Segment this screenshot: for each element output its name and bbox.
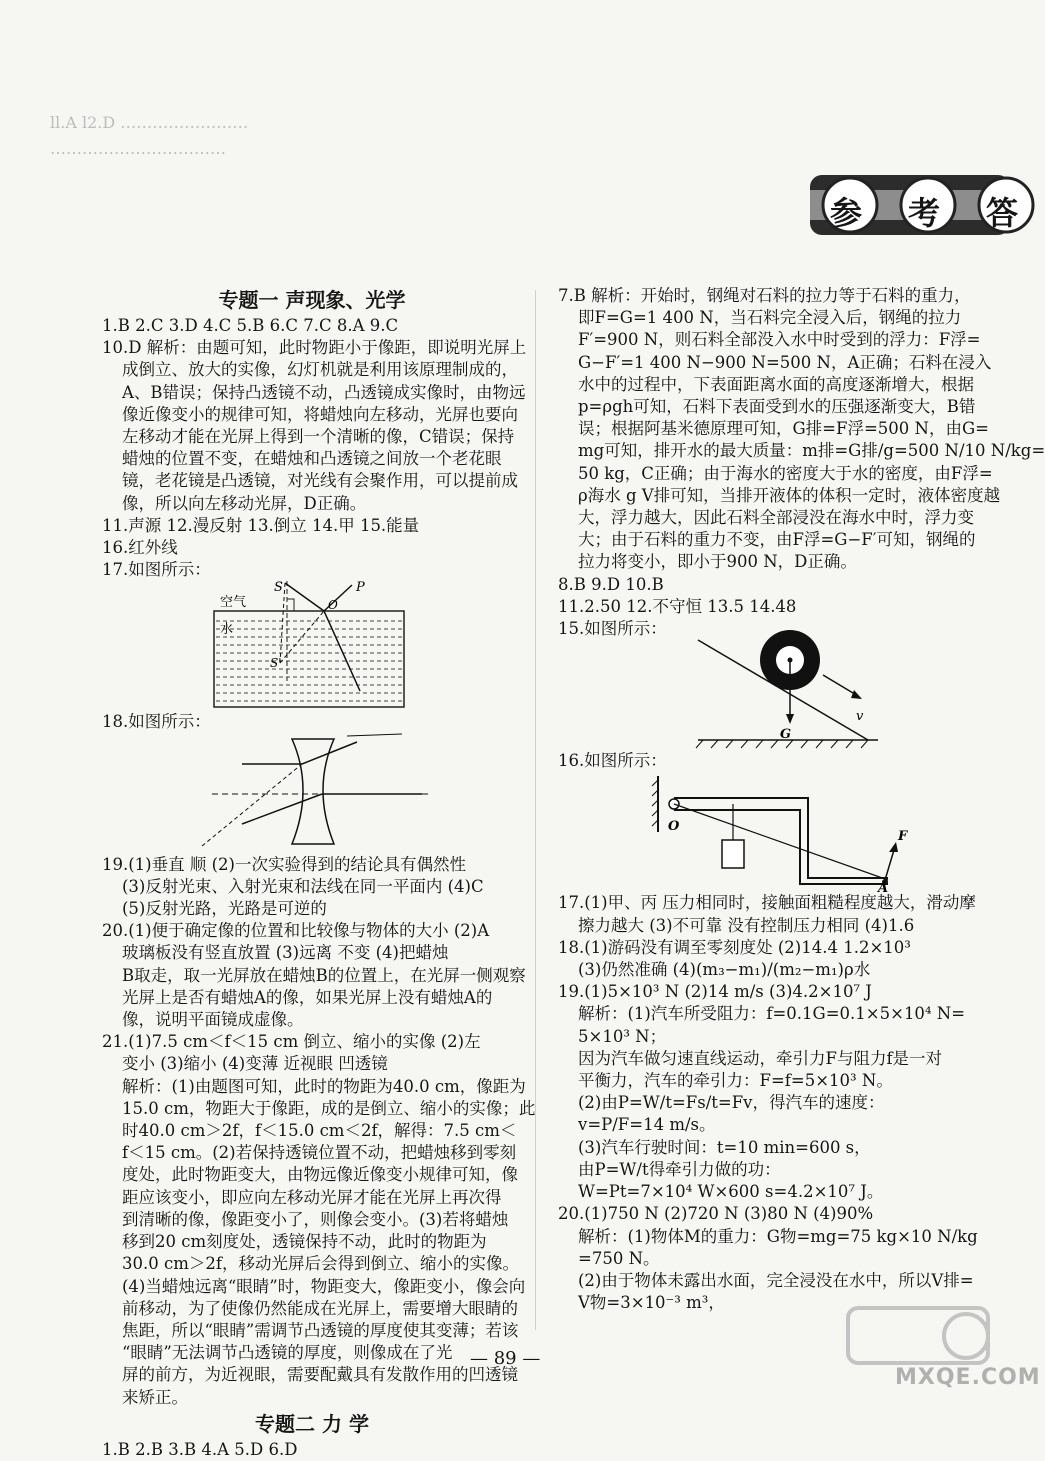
answer-line: 平衡力，汽车的牵引力：F=f=5×10³ N。 (578, 1071, 893, 1091)
answer-line: 16.红外线 (102, 538, 178, 558)
answer-line: G−F′=1 400 N−900 N=500 N，A正确；石料在浸入 (578, 352, 992, 372)
section-heading-1: 专题一 声现象、光学 (218, 288, 406, 312)
answer-line: 10.D 解析：由题可知，此时物距小于像距，即说明光屏上 (102, 338, 527, 358)
answer-line: 20.(1)750 N (2)720 N (3)80 N (4)90% (558, 1204, 874, 1224)
answer-line: 玻璃板没有竖直放置 (3)远离 不变 (4)把蜡烛 (122, 943, 449, 963)
answer-line: 成倒立、放大的实像，幻灯机就是利用该原理制成的， (122, 360, 518, 380)
answer-line: 变小 (3)缩小 (4)变薄 近视眼 凹透镜 (122, 1054, 388, 1074)
answer-line: B取走，取一光屏放在蜡烛B的位置上，在光屏一侧观察 (122, 965, 526, 985)
label-s-prime: S' (270, 656, 282, 671)
answer-line: 11.2.50 12.不守恒 13.5 14.48 (558, 596, 797, 616)
answer-line: (3)仍然准确 (4)(m₃−m₁)/(m₂−m₁)ρ水 (578, 960, 871, 980)
answer-line: 15.如图所示： (558, 619, 667, 639)
answer-line: 11.声源 12.漫反射 13.倒立 14.甲 15.能量 (102, 515, 420, 535)
column-divider (535, 290, 536, 1330)
answer-line: 蜡烛的位置不变，在蜡烛和凸透镜之间放一个老花眼 (122, 449, 502, 469)
answer-line: 即F=G=1 400 N，当石料完全浸入后，钢绳的拉力 (578, 308, 962, 328)
answer-line: p=ρgh可知，石料下表面受到水的压强逐渐变大，B错 (578, 397, 976, 417)
label-o: O (668, 819, 680, 835)
banner-char-1: 参 (830, 194, 863, 232)
answer-line: 1.B 2.C 3.D 4.C 5.B 6.C 7.C 8.A 9.C (102, 316, 399, 335)
answer-line: 17.(1)甲、丙 压力相同时，接触面粗糙程度越大，滑动摩 (558, 893, 976, 913)
right-column (558, 285, 1045, 1314)
answer-line: 18.如图所示： (102, 712, 211, 732)
answer-line: (5)反射光路，光路是可逆的 (122, 899, 327, 919)
answer-line: 解析：(1)由题图可知，此时的物距为40.0 cm，像距为 (122, 1076, 526, 1096)
answer-line: 水中的过程中，下表面距离水面的高度逐渐增大，根据 (578, 374, 974, 394)
banner-char-3: 答 (986, 194, 1019, 232)
lever-figure (558, 772, 988, 897)
answer-line: (3)汽车行驶时间：t=10 min=600 s， (578, 1137, 871, 1157)
answer-line: 19.(1)5×10³ N (2)14 m/s (3)4.2×10⁷ J (558, 982, 872, 1002)
label-o: O (328, 598, 338, 613)
air-label: 空气 (220, 595, 247, 611)
answer-line: 像近像变小的规律可知，将蜡烛向左移动，光屏也要向 (122, 404, 518, 424)
page-number: — 89 — (470, 1348, 541, 1369)
left-column (102, 285, 536, 1461)
answer-line: 19.(1)垂直 顺 (2)一次实验得到的结论具有偶然性 (102, 854, 466, 874)
label-v: v (856, 709, 864, 725)
answer-line: 前移动，为了使像仍然能成在光屏上，需要增大眼睛的 (122, 1298, 518, 1318)
answer-line: 8.B 9.D 10.B (558, 574, 664, 594)
answer-line: 时40.0 cm＞2f，f＜15.0 cm＜2f，解得：7.5 cm＜ (122, 1121, 517, 1141)
label-p: P (356, 580, 365, 596)
concave-lens-figure (102, 734, 522, 854)
answer-line: 21.(1)7.5 cm＜f＜15 cm 倒立、缩小的实像 (2)左 (102, 1032, 481, 1052)
answer-line: 18.(1)游码没有调至零刻度处 (2)14.4 1.2×10³ (558, 937, 911, 957)
answer-line: 因为汽车做匀速直线运动，牵引力F与阻力f是一对 (578, 1048, 943, 1068)
answer-line: 像，说明平面镜成虚像。 (122, 1010, 304, 1030)
answer-line: 距应该变小，即应向左移动光屏才能在光屏上再次得 (122, 1187, 502, 1207)
banner-char-2: 考 (908, 194, 941, 232)
answer-line: 左移动才能在光屏上得到一个清晰的像，C错误；保持 (122, 427, 515, 447)
label-s: S (274, 580, 283, 596)
answer-line: 解析：(1)汽车所受阻力：f=0.1G=0.1×5×10⁴ N= (578, 1004, 966, 1024)
water-label: 水 (220, 622, 234, 638)
answer-line: 17.如图所示： (102, 560, 211, 580)
refraction-figure (102, 581, 522, 711)
answer-line: 大，浮力越大，因此石料全部浸没在海水中时，浮力变 (578, 508, 974, 528)
answer-line: 20.(1)便于确定像的位置和比较像与物体的大小 (2)A (102, 921, 490, 941)
answer-line: 拉力将变小，即小于900 N，D正确。 (578, 552, 857, 572)
answer-line: (3)反射光束、入射光束和法线在同一平面内 (4)C (122, 876, 484, 896)
answer-line: 移到20 cm刻度处，透镜保持不动，此时的物距为 (122, 1232, 487, 1252)
answer-line: 解析：(1)物体M的重力：G物=mg=75 kg×10 N/kg (578, 1226, 978, 1246)
answer-line: 15.0 cm，物距大于像距，成的是倒立、缩小的实像；此 (122, 1098, 536, 1118)
answer-line: W=Pt=7×10⁴ W×600 s=4.2×10⁷ J。 (578, 1182, 884, 1202)
answer-line: (2)由P=W/t=Fs/t=Fv，得汽车的速度： (578, 1093, 885, 1113)
answer-line: F′=900 N，则石料全部没入水中时受到的浮力：F浮= (578, 330, 981, 350)
answer-line: 误；根据阿基米德原理可知，G排=F浮=500 N，由G= (578, 419, 989, 439)
answer-line: v=P/F=14 m/s。 (578, 1115, 716, 1135)
answer-line: 50 kg，C正确；由于海水的密度大于水的密度，由F浮= (578, 463, 993, 483)
answer-line: 30.0 cm＞2f，移动光屏后会得到倒立、缩小的实像。 (122, 1254, 519, 1274)
watermark-text: MXQE.COM (895, 1365, 1041, 1390)
faded-bleed-through-text: ll.A l2.D …………………… …………………………… (50, 113, 249, 158)
label-g: G (780, 727, 792, 743)
answer-line: “眼睛”无法调节凸透镜的厚度，则像成在了光 (122, 1343, 453, 1363)
answer-line: 到清晰的像，像距变小了，则像会变小。(3)若将蜡烛 (122, 1209, 509, 1229)
answer-line: 由P=W/t得牵引力做的功： (578, 1159, 781, 1179)
answer-line: V物=3×10⁻³ m³， (578, 1293, 725, 1313)
answer-line: 焦距，所以“眼睛”需调节凸透镜的厚度使其变薄；若该 (122, 1320, 519, 1340)
answer-line: A、B错误；保持凸透镜不动，凸透镜成实像时，由物远 (122, 382, 526, 402)
answer-line: f＜15 cm。(2)若保持透镜位置不动，把蜡烛移到零刻 (122, 1143, 517, 1163)
label-f: F (898, 829, 908, 845)
answer-line: 屏的前方，为近视眼，需要配戴具有发散作用的凹透镜 (122, 1365, 518, 1385)
section-heading-2: 专题二 力 学 (255, 1411, 369, 1436)
answer-line: 光屏上是否有蜡烛A的像，如果光屏上没有蜡烛A的 (122, 987, 493, 1007)
wheel-on-slope-figure (558, 640, 988, 750)
answer-line: 7.B 解析：开始时，钢绳对石料的拉力等于石料的重力， (558, 286, 971, 305)
answer-line: 5×10³ N； (578, 1026, 667, 1046)
answer-line: (2)由于物体未露出水面，完全浸没在水中，所以V排= (578, 1270, 974, 1290)
answer-line: 16.如图所示： (558, 751, 667, 771)
answer-line: 来矫正。 (122, 1387, 188, 1407)
answer-line: 镜，老花镜是凸透镜，对光线有会聚作用，可以提前成 (122, 471, 518, 491)
answer-line: 度处，此时物距变大，由物远像近像变小规律可知，像 (122, 1165, 518, 1185)
answer-line: 1.B 2.B 3.B 4.A 5.D 6.D (102, 1439, 298, 1459)
answer-line: (4)当蜡烛远离“眼睛”时，物距变大，像距变小，像会向 (122, 1276, 526, 1296)
answer-line: ρ海水 g V排可知，当排开液体的体积一定时，液体密度越 (578, 485, 1001, 505)
answer-line: 像，所以向左移动光屏，D正确。 (122, 493, 367, 513)
answer-line: 大；由于石料的重力不变，由F浮=G−F′可知，钢绳的 (578, 530, 976, 550)
answer-line: 擦力越大 (3)不可靠 没有控制压力相同 (4)1.6 (578, 915, 915, 935)
answer-line: mg可知，排开水的最大质量：m排=G排/g=500 N/10 N/kg= (578, 441, 1045, 461)
label-a: A (878, 881, 889, 897)
answer-line: =750 N。 (578, 1248, 660, 1268)
